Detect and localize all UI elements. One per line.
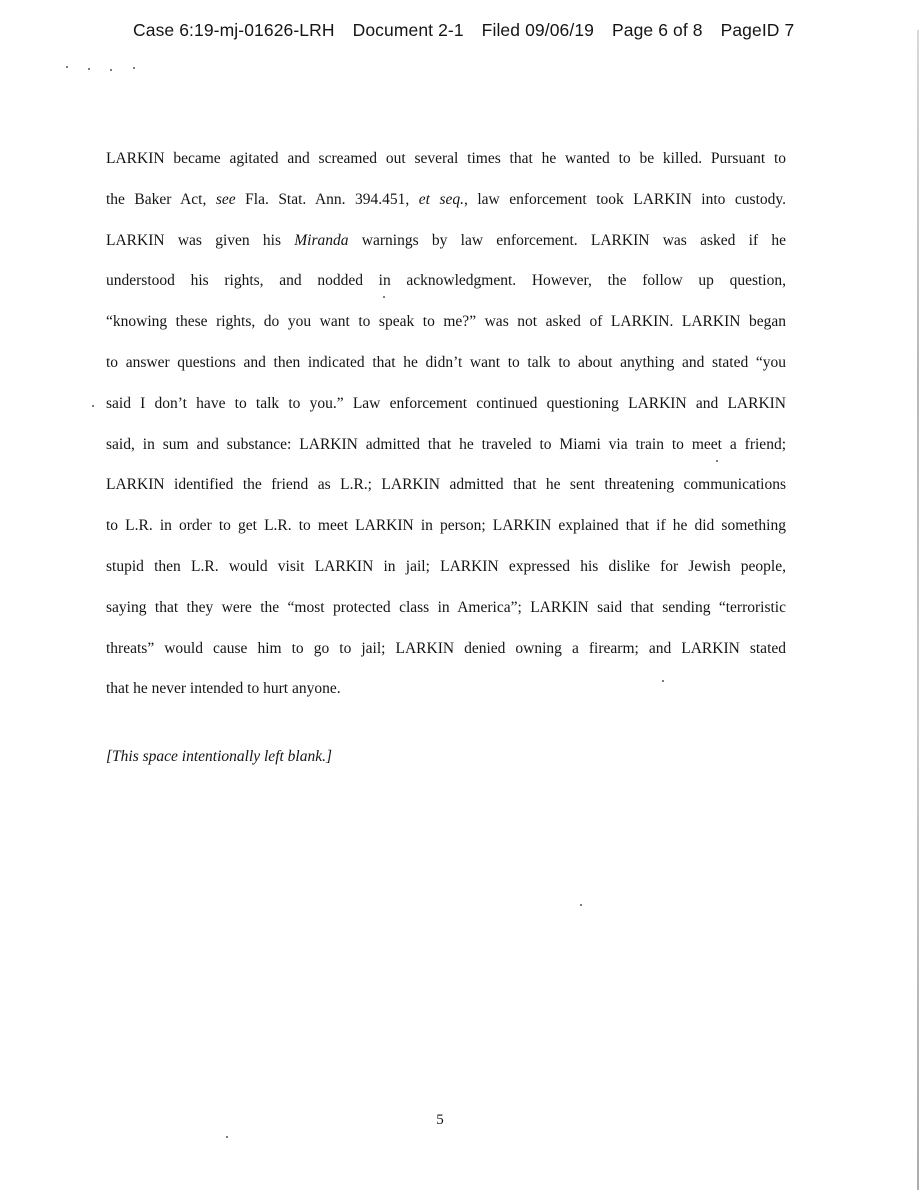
filed-date: Filed 09/06/19 <box>481 20 594 40</box>
paragraph-line: threats” would cause him to go to jail; LARKIN denied owning a firearm; and LARKIN stated <box>106 639 786 657</box>
scan-edge-line <box>917 30 919 1190</box>
scan-speck <box>662 680 664 682</box>
paragraph-line: saying that they were the “most protected class in America”; LARKIN said that sending “terroristic <box>106 598 786 616</box>
paragraph-line: that he never intended to hurt anyone. <box>106 680 341 698</box>
scan-speck <box>110 69 112 71</box>
scan-speck <box>66 66 68 68</box>
paragraph-line: the Baker Act, see Fla. Stat. Ann. 394.451, et seq., law enforcement took LARKIN into custody. <box>106 190 786 208</box>
paragraph-line: LARKIN identified the friend as L.R.; LARKIN admitted that he sent threatening communications <box>106 476 786 494</box>
scan-speck <box>133 67 135 69</box>
scan-speck <box>716 460 718 462</box>
scan-speck <box>383 296 385 298</box>
page-of-pages: Page 6 of 8 <box>611 20 703 40</box>
paragraph-line: to answer questions and then indicated that he didn’t want to talk to about anything and stated “you <box>106 353 786 371</box>
paragraph-line: LARKIN became agitated and screamed out several times that he wanted to be killed. Pursuant to <box>106 150 786 167</box>
body-paragraph <box>106 139 786 710</box>
paragraph-line: said, in sum and substance: LARKIN admitted that he traveled to Miami via train to meet a friend; <box>106 435 786 453</box>
case-header <box>133 20 813 41</box>
paragraph-line: said I don’t have to talk to you.” Law enforcement continued questioning LARKIN and LARKIN <box>106 394 786 412</box>
document-number: Document 2-1 <box>352 20 464 40</box>
scan-speck <box>88 68 90 70</box>
page-number: 5 <box>436 1112 444 1128</box>
paragraph-line: to L.R. in order to get L.R. to meet LARKIN in person; LARKIN explained that if he did something <box>106 517 786 535</box>
page-id: PageID 7 <box>720 20 795 40</box>
paragraph-line: understood his rights, and nodded in acknowledgment. However, the follow up question, <box>106 272 786 290</box>
scan-speck <box>580 904 582 906</box>
paragraph-line: “knowing these rights, do you want to speak to me?” was not asked of LARKIN. LARKIN began <box>106 313 786 331</box>
intentionally-blank-note: [This space intentionally left blank.] <box>106 748 333 765</box>
scan-speck <box>92 405 94 407</box>
scan-speck <box>226 1136 228 1138</box>
case-number: Case 6:19-mj-01626-LRH <box>133 20 335 40</box>
paragraph-line: LARKIN was given his Miranda warnings by law enforcement. LARKIN was asked if he <box>106 231 787 249</box>
paragraph-line: stupid then L.R. would visit LARKIN in jail; LARKIN expressed his dislike for Jewish people, <box>106 557 786 575</box>
